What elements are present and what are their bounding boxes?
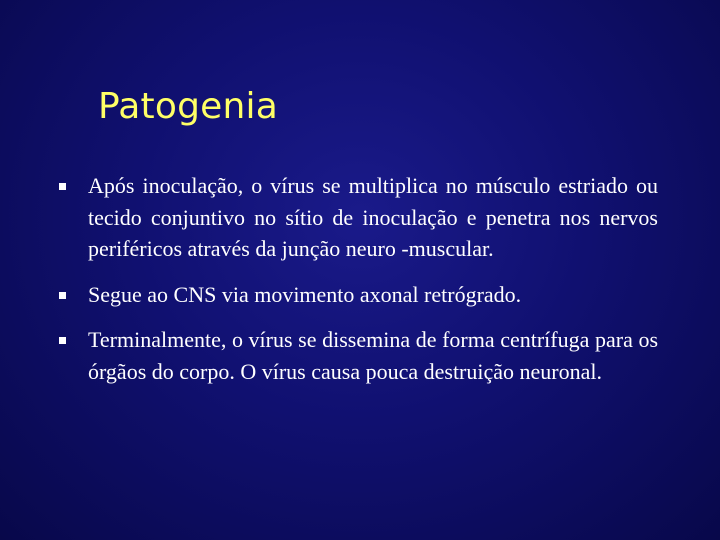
square-bullet-icon: [59, 183, 66, 190]
bullet-text: Terminalmente, o vírus se dissemina de forma centrífuga para os órgãos do corpo. O vírus causa pouca destruição neuronal.: [88, 327, 658, 384]
square-bullet-icon: [59, 337, 66, 344]
bullet-item: [58, 170, 658, 265]
bullet-text: Segue ao CNS via movimento axonal retrógrado.: [88, 281, 522, 307]
bullet-text: Após inoculação, o vírus se multiplica no músculo estriado ou tecido conjuntivo no sítio de inoculação e penetra nos nervos periféricos através da junção neuro -muscular.: [88, 173, 658, 261]
square-bullet-icon: [59, 292, 66, 299]
bullet-list: [58, 170, 658, 401]
bullet-item: [58, 279, 658, 311]
bullet-item: [58, 324, 658, 387]
slide-title: Patogenia: [98, 86, 278, 127]
